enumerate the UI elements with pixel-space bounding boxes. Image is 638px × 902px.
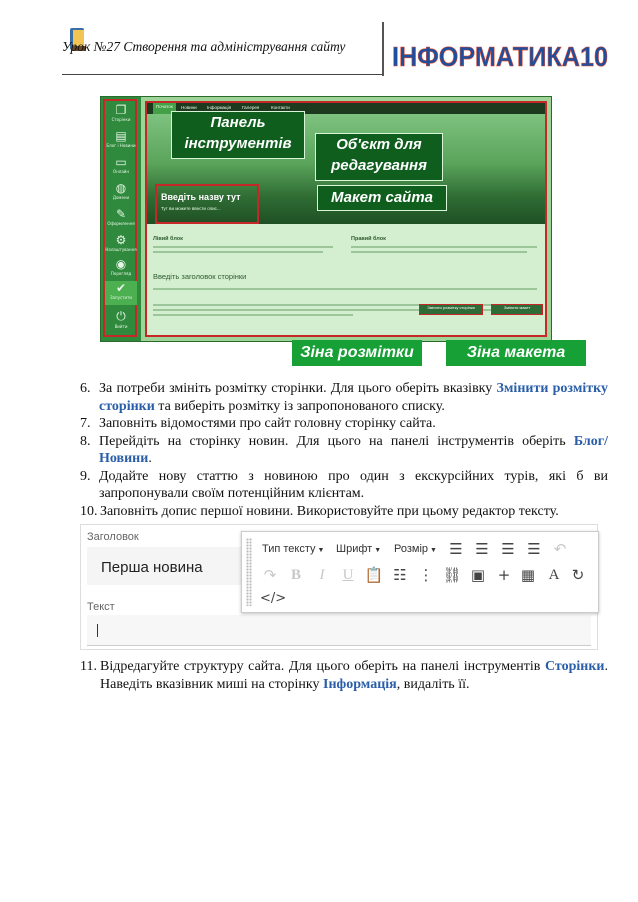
text-line — [153, 251, 323, 253]
text-line — [351, 251, 527, 253]
text-caret — [97, 624, 98, 637]
align-center-icon[interactable]: ☰ — [475, 540, 489, 558]
text-area[interactable] — [87, 615, 591, 646]
sidebar-item-preview[interactable]: ◉ Перегляд — [110, 257, 132, 276]
sidebar-item-store[interactable]: ▭ Онлайн — [113, 155, 129, 174]
gear-icon: ⚙ — [115, 233, 127, 247]
header-separator — [382, 22, 384, 76]
nav-item-gallery[interactable]: Галерея — [242, 105, 260, 110]
sidebar-item-design[interactable]: ✎ Оформлення — [107, 207, 135, 226]
sidebar-item-blog[interactable]: ▤ Блог і Новини — [106, 129, 136, 148]
right-block-title: Правий блок — [351, 236, 386, 242]
text-type-select[interactable]: Тип тексту ▼ — [262, 543, 325, 555]
hero-highlight[interactable] — [155, 184, 259, 224]
text-color-icon[interactable]: A — [548, 567, 560, 583]
text-line — [153, 246, 333, 248]
power-icon: ⏻ — [116, 309, 126, 323]
image-icon[interactable]: ▣ — [470, 566, 486, 584]
sidebar-item-exit[interactable]: ⏻ Вийти — [114, 309, 128, 329]
insert-plus-icon[interactable]: + — [497, 566, 511, 584]
toolbar-grip-handle[interactable] — [246, 538, 252, 606]
heading-value[interactable]: Перша новина — [101, 559, 203, 576]
globe-icon: ◍ — [115, 181, 127, 195]
nav-item-info[interactable]: Інформація — [207, 105, 232, 110]
text-line — [153, 288, 537, 290]
numbered-list-icon[interactable]: ⋮ — [418, 566, 434, 584]
text-line — [351, 246, 537, 248]
eye-icon: ◉ — [115, 257, 127, 271]
instruction-9: 9. Додайте нову статтю з новиною про один з екскурсійних турів, які б ви запропонували своїм потенційним клієнтам. — [80, 468, 608, 501]
pages-icon: ❐ — [115, 103, 127, 117]
header-underline — [62, 74, 382, 75]
nav-item-contacts[interactable]: Контакти — [271, 105, 290, 110]
news-editor — [80, 524, 598, 650]
text-label: Текст — [87, 601, 115, 613]
text-toolbar — [241, 531, 599, 613]
link-info-page[interactable]: Інформація — [323, 676, 397, 692]
refresh-icon[interactable]: ↻ — [571, 566, 585, 584]
instruction-8: 8. Перейдіть на сторінку новин. Для цього на панелі інструментів оберіть Блог/Новини. — [80, 433, 608, 466]
sidebar-item-settings[interactable]: ⚙ Налаштування — [105, 233, 137, 252]
code-icon[interactable]: </> — [260, 591, 287, 606]
brush-icon: ✎ — [115, 207, 127, 221]
link-blog-news[interactable]: Блог/Новини — [99, 433, 608, 466]
table-icon[interactable]: ▦ — [520, 566, 536, 584]
editor-sidebar — [101, 97, 141, 341]
link-icon[interactable]: ⛓ — [442, 566, 462, 584]
align-justify-icon[interactable]: ☰ — [527, 540, 541, 558]
instruction-6: 6. За потреби змініть розмітку сторінки. Для цього оберіть вказівку Змінити розмітку сторінки та виберіть розмітку із запропонованого списку. — [80, 381, 608, 414]
sidebar-item-pages[interactable]: ❐ Сторінки — [111, 103, 131, 122]
align-right-icon[interactable]: ☰ — [501, 540, 515, 558]
align-left-icon[interactable]: ☰ — [449, 540, 463, 558]
left-block-title: Лівий блок — [153, 236, 183, 242]
store-icon: ▭ — [115, 155, 127, 169]
hero-subtitle: Тут ви можете ввести опис... — [161, 206, 221, 211]
instruction-7: 7. Заповніть відомостями про сайт головну сторінку сайта. — [80, 416, 436, 431]
site-editor-screenshot — [100, 96, 552, 342]
chevron-down-icon: ▼ — [317, 547, 325, 554]
chevron-down-icon: ▼ — [430, 547, 437, 554]
font-select[interactable]: Шрифт ▼ — [336, 543, 382, 555]
paste-icon[interactable]: 📋 — [364, 566, 384, 584]
sidebar-item-publish[interactable]: ✔ Запустити — [105, 281, 137, 305]
sidebar-item-domains[interactable]: ◍ Домени — [112, 181, 130, 200]
change-layout-button[interactable]: Змінити макет — [491, 304, 543, 315]
callout-toolbar: Панель інструментів — [171, 111, 305, 159]
redo-icon[interactable]: ↷ — [263, 566, 277, 584]
nav-item-news[interactable]: Новини — [181, 105, 197, 110]
nav-item-home[interactable]: Початок — [153, 103, 176, 114]
hero-heading[interactable]: Введіть назву тут — [161, 192, 241, 202]
page-heading: Введіть заголовок сторінки — [153, 272, 247, 281]
informatika-logo — [392, 38, 610, 74]
underline-icon[interactable]: U — [342, 567, 354, 583]
instruction-list — [80, 380, 608, 520]
publish-icon: ✔ — [115, 281, 127, 295]
heading-label: Заголовок — [87, 531, 139, 543]
change-markup-button[interactable]: Змінити розмітку сторінки — [419, 304, 483, 315]
callout-site-layout: Макет сайта — [317, 185, 447, 211]
text-line — [153, 314, 353, 316]
instruction-10: 10. Заповніть допис першої новини. Використовуйте при цьому редактор тексту. — [80, 503, 559, 519]
bold-icon[interactable]: B — [290, 567, 301, 583]
size-select[interactable]: Розмір ▼ — [394, 543, 437, 555]
undo-icon[interactable]: ↶ — [553, 540, 567, 558]
callout-edit-object: Об'єкт для редагування — [315, 133, 443, 181]
callout-change-markup: Зіна розмітки — [292, 340, 422, 366]
callout-change-layout: Зіна макета — [446, 340, 586, 366]
site-body — [147, 224, 545, 339]
italic-icon[interactable]: I — [319, 567, 325, 583]
blog-icon: ▤ — [115, 129, 127, 143]
bullet-list-icon[interactable]: ☷ — [393, 566, 407, 584]
link-pages[interactable]: Сторінки — [545, 659, 605, 674]
svg-text:ІНФОРМАТИКА10: ІНФОРМАТИКА10 — [392, 41, 608, 72]
instruction-11: 11. Відредагуйте структуру сайта. Для цього оберіть на панелі інструментів Сторінки. Наведіть вказівник миші на сторінку Інформація, видаліть її. — [80, 659, 608, 692]
lesson-title: Урок №27 Створення та адміністрування сайту — [62, 39, 346, 54]
link-change-markup[interactable]: Змінити розмітку сторінки — [99, 381, 608, 414]
chevron-down-icon: ▼ — [374, 547, 382, 554]
